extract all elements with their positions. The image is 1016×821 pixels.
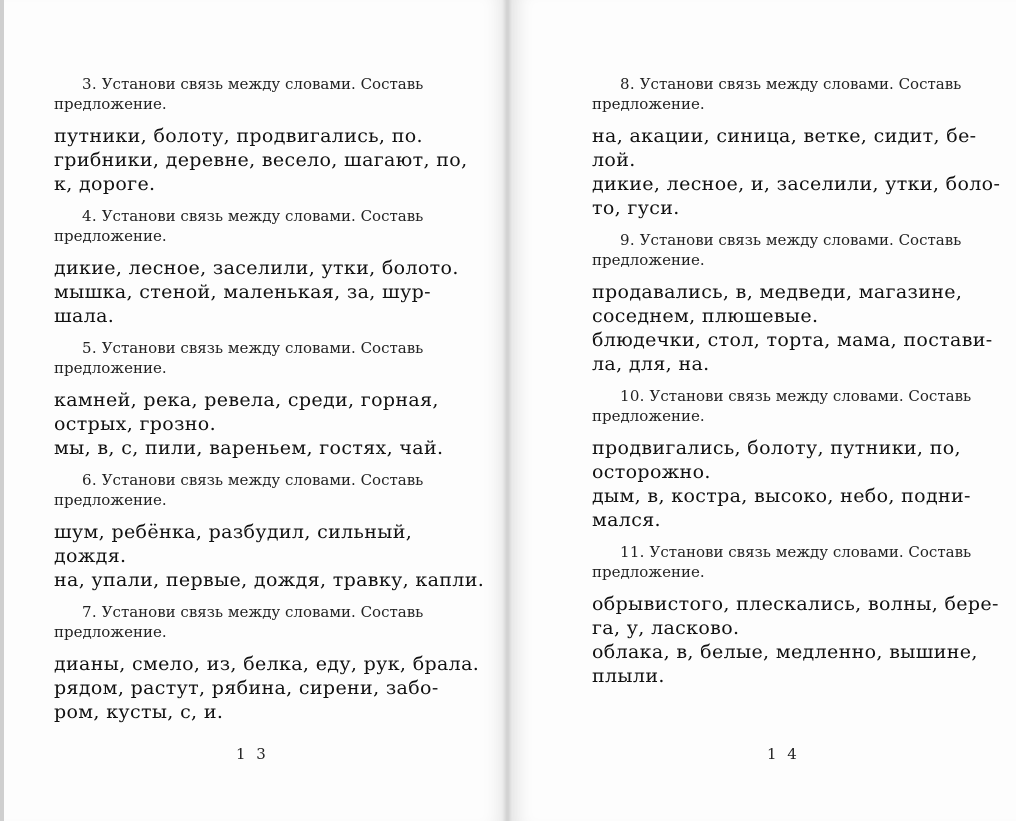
- exercise-instruction: Установи связь между словами. Составь: [101, 207, 424, 225]
- exercise-3: [54, 74, 468, 196]
- exercise-number: 11.: [620, 543, 645, 561]
- word-list-line: камней, река, ревела, среди, горная,: [54, 389, 439, 411]
- page-number: 1 4: [767, 745, 800, 763]
- exercise-instruction-continued: предложение.: [54, 359, 167, 377]
- word-list-line: продавались, в, медведи, магазине,: [592, 281, 963, 303]
- right-page-content: [592, 74, 1001, 698]
- exercise-prompt: [54, 470, 442, 510]
- exercise-instruction-continued: предложение.: [54, 227, 167, 245]
- word-list-line: дикие, лесное, заселили, утки, болото.: [54, 257, 459, 279]
- exercise-number: 7.: [82, 603, 97, 621]
- exercise-6: [54, 470, 485, 592]
- word-list-line: мался.: [592, 509, 661, 531]
- exercise-instruction-continued: предложение.: [592, 563, 705, 581]
- exercise-instruction: Установи связь между словами. Составь: [101, 339, 424, 357]
- word-list-line: облака, в, белые, медленно, вышине,: [592, 641, 978, 663]
- exercise-instruction-continued: предложение.: [54, 95, 167, 113]
- word-list-line: то, гуси.: [592, 197, 680, 219]
- word-list-line: обрывистого, плескались, волны, бере-: [592, 593, 999, 615]
- word-list-line: шала.: [54, 305, 115, 327]
- exercise-instruction: Установи связь между словами. Составь: [101, 75, 424, 93]
- word-list-line: дианы, смело, из, белка, еду, рук, брала.: [54, 653, 480, 675]
- exercise-instruction: Установи связь между словами. Составь: [649, 543, 972, 561]
- exercise-instruction-continued: предложение.: [592, 407, 705, 425]
- word-list-line: рядом, растут, рябина, сирени, забо-: [54, 677, 439, 699]
- word-list-line: лой.: [592, 149, 636, 171]
- word-list-line: га, у, ласково.: [592, 617, 740, 639]
- word-list-line: осторожно.: [592, 461, 711, 483]
- exercise-prompt: [54, 74, 442, 114]
- word-list-line: продвигались, болоту, путники, по,: [592, 437, 961, 459]
- exercise-instruction: Установи связь между словами. Составь: [101, 603, 424, 621]
- exercise-number: 10.: [620, 387, 645, 405]
- exercise-prompt: [592, 542, 980, 582]
- exercise-number: 3.: [82, 75, 97, 93]
- exercise-7: [54, 602, 480, 724]
- word-list-line: мы, в, с, пили, вареньем, гостях, чай.: [54, 437, 444, 459]
- word-list-line: острых, грозно.: [54, 413, 216, 435]
- word-list-line: ла, для, на.: [592, 353, 710, 375]
- word-list-line: соседнем, плюшевые.: [592, 305, 819, 327]
- word-list-line: грибники, деревне, весело, шагают, по,: [54, 149, 468, 171]
- word-list-line: мышка, стеной, маленькая, за, шур-: [54, 281, 431, 303]
- exercise-9: [592, 230, 993, 376]
- exercise-prompt: [54, 602, 442, 642]
- word-list-line: путники, болоту, продвигались, по.: [54, 125, 423, 147]
- exercise-prompt: [592, 386, 980, 426]
- page-number: 1 3: [236, 745, 269, 763]
- exercise-10: [592, 386, 980, 532]
- exercise-8: [592, 74, 1001, 220]
- exercise-instruction: Установи связь между словами. Составь: [639, 231, 962, 249]
- word-list-line: к, дороге.: [54, 173, 156, 195]
- exercise-instruction: Установи связь между словами. Составь: [649, 387, 972, 405]
- exercise-instruction-continued: предложение.: [592, 251, 705, 269]
- left-page-content: [54, 74, 485, 734]
- exercise-prompt: [592, 74, 980, 114]
- exercise-instruction-continued: предложение.: [54, 491, 167, 509]
- word-list-line: дождя.: [54, 545, 127, 567]
- exercise-number: 8.: [620, 75, 635, 93]
- exercise-instruction: Установи связь между словами. Составь: [101, 471, 424, 489]
- exercise-4: [54, 206, 459, 328]
- word-list-line: дым, в, костра, высоко, небо, подни-: [592, 485, 971, 507]
- word-list-line: плыли.: [592, 665, 665, 687]
- word-list-line: ром, кусты, с, и.: [54, 701, 224, 723]
- exercise-number: 4.: [82, 207, 97, 225]
- exercise-instruction-continued: предложение.: [54, 623, 167, 641]
- exercise-number: 6.: [82, 471, 97, 489]
- exercise-11: [592, 542, 999, 688]
- word-list-line: блюдечки, стол, торта, мама, постави-: [592, 329, 993, 351]
- exercise-number: 9.: [620, 231, 635, 249]
- exercise-prompt: [54, 338, 442, 378]
- word-list-line: дикие, лесное, и, заселили, утки, боло-: [592, 173, 1001, 195]
- word-list-line: на, упали, первые, дождя, травку, капли.: [54, 569, 485, 591]
- exercise-number: 5.: [82, 339, 97, 357]
- exercise-prompt: [592, 230, 980, 270]
- exercise-instruction-continued: предложение.: [592, 95, 705, 113]
- word-list-line: на, акации, синица, ветке, сидит, бе-: [592, 125, 977, 147]
- word-list-line: шум, ребёнка, разбудил, сильный,: [54, 521, 413, 543]
- exercise-prompt: [54, 206, 442, 246]
- right-page: [508, 0, 1016, 821]
- exercise-instruction: Установи связь между словами. Составь: [639, 75, 962, 93]
- exercise-5: [54, 338, 442, 460]
